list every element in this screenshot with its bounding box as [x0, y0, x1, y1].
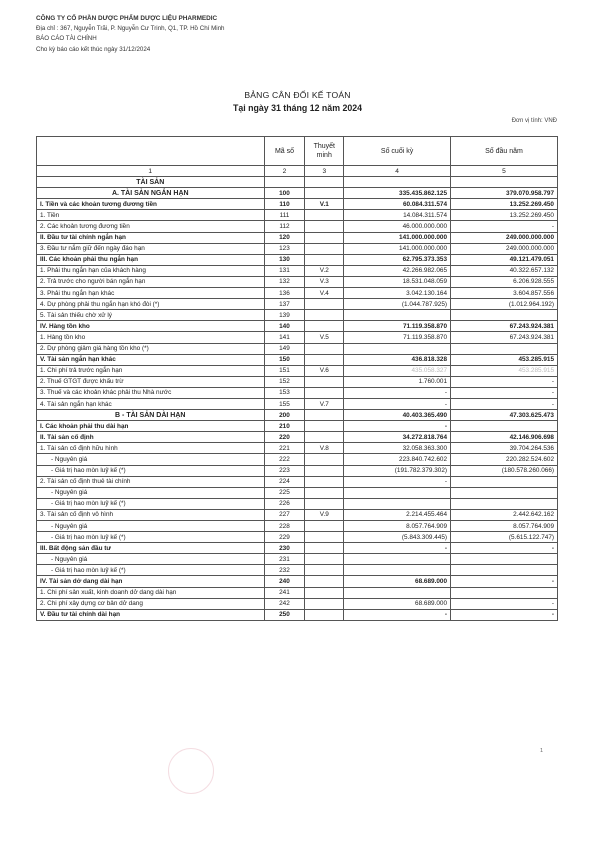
- table-row: [37, 498, 558, 509]
- row-code: 111: [264, 210, 305, 221]
- row-code: 155: [264, 398, 305, 409]
- table-row: [37, 376, 558, 387]
- table-row: [37, 365, 558, 376]
- row-start-balance: [451, 587, 558, 598]
- row-note: [305, 299, 344, 310]
- table-row: [37, 265, 558, 276]
- row-start-balance: 67.243.924.381: [451, 321, 558, 332]
- row-note: V.9: [305, 509, 344, 520]
- row-end-balance: 42.266.982.065: [344, 265, 451, 276]
- row-start-balance: 39.704.264.536: [451, 443, 558, 454]
- row-label: 2. Trả trước cho người bán ngắn hạn: [37, 276, 265, 287]
- row-start-balance: 3.604.857.556: [451, 288, 558, 299]
- row-end-balance: 68.689.000: [344, 576, 451, 587]
- row-start-balance: [451, 565, 558, 576]
- row-code: 226: [264, 498, 305, 509]
- row-start-balance: 40.322.657.132: [451, 265, 558, 276]
- table-row: [37, 177, 558, 188]
- row-code: 210: [264, 421, 305, 432]
- row-end-balance: (191.782.379.302): [344, 465, 451, 476]
- row-end-balance: -: [344, 387, 451, 398]
- table-header-row: [37, 137, 558, 166]
- row-label: 1. Tiền: [37, 210, 265, 221]
- table-row: [37, 343, 558, 354]
- row-label: I. Tiền và các khoản tương đương tiền: [37, 199, 265, 210]
- row-note: [305, 210, 344, 221]
- row-start-balance: 6.206.928.555: [451, 276, 558, 287]
- row-note: [305, 343, 344, 354]
- row-start-balance: 2.442.642.162: [451, 509, 558, 520]
- table-row: [37, 321, 558, 332]
- row-label: - Nguyên giá: [37, 487, 265, 498]
- row-note: [305, 609, 344, 620]
- row-code: 141: [264, 332, 305, 343]
- row-code: 110: [264, 199, 305, 210]
- row-label: V. Tài sản ngắn hạn khác: [37, 354, 265, 365]
- report-period: Cho kỳ báo cáo kết thúc ngày 31/12/2024: [36, 45, 151, 53]
- table-row: [37, 598, 558, 609]
- row-code: 232: [264, 565, 305, 576]
- table-row: [37, 387, 558, 398]
- row-code: 221: [264, 443, 305, 454]
- row-start-balance: -: [451, 398, 558, 409]
- row-end-balance: [344, 487, 451, 498]
- row-end-balance: [344, 343, 451, 354]
- row-end-balance: (5.843.309.445): [344, 532, 451, 543]
- row-code: 241: [264, 587, 305, 598]
- row-label: - Giá trị hao mòn luỹ kế (*): [37, 498, 265, 509]
- row-start-balance: 453.285.915: [451, 365, 558, 376]
- row-note: V.1: [305, 199, 344, 210]
- row-end-balance: 435.058.327: [344, 365, 451, 376]
- table-row: [37, 521, 558, 532]
- row-code: 137: [264, 299, 305, 310]
- row-label: IV. Tài sản dở dang dài hạn: [37, 576, 265, 587]
- row-start-balance: -: [451, 387, 558, 398]
- row-end-balance: -: [344, 398, 451, 409]
- table-body: [37, 177, 558, 621]
- row-start-balance: (180.578.260.066): [451, 465, 558, 476]
- row-start-balance: 42.146.906.698: [451, 432, 558, 443]
- row-end-balance: 223.840.742.602: [344, 454, 451, 465]
- row-code: 227: [264, 509, 305, 520]
- row-start-balance: [451, 498, 558, 509]
- row-label: I. Các khoản phải thu dài hạn: [37, 421, 265, 432]
- row-label: A. TÀI SẢN NGẮN HẠN: [37, 188, 265, 199]
- row-label: 2. Thuế GTGT được khấu trừ: [37, 376, 265, 387]
- table-row: [37, 465, 558, 476]
- row-label: - Nguyên giá: [37, 554, 265, 565]
- row-note: [305, 543, 344, 554]
- row-note: [305, 354, 344, 365]
- row-note: [305, 177, 344, 188]
- table-row: [37, 354, 558, 365]
- document-title: BẢNG CÂN ĐỐI KẾ TOÁN: [244, 90, 351, 100]
- row-code: 150: [264, 354, 305, 365]
- row-end-balance: 32.058.363.300: [344, 443, 451, 454]
- row-code: 140: [264, 321, 305, 332]
- row-end-balance: 34.272.818.764: [344, 432, 451, 443]
- row-note: [305, 465, 344, 476]
- row-end-balance: 3.042.130.164: [344, 288, 451, 299]
- table-row: [37, 432, 558, 443]
- report-type: BÁO CÁO TÀI CHÍNH: [36, 35, 97, 43]
- row-end-balance: 46.000.000.000: [344, 221, 451, 232]
- currency-unit: Đơn vị tính: VNĐ: [511, 118, 557, 124]
- row-note: [305, 310, 344, 321]
- row-code: 100: [264, 188, 305, 199]
- row-code: 224: [264, 476, 305, 487]
- table-row: [37, 532, 558, 543]
- row-start-balance: 8.057.764.909: [451, 521, 558, 532]
- row-label: 2. Các khoản tương đương tiền: [37, 221, 265, 232]
- table-row: [37, 565, 558, 576]
- row-label: II. Tài sản cố định: [37, 432, 265, 443]
- row-start-balance: -: [451, 221, 558, 232]
- row-note: [305, 321, 344, 332]
- table-row: [37, 254, 558, 265]
- row-note: V.3: [305, 276, 344, 287]
- row-start-balance: 249.000.000.000: [451, 232, 558, 243]
- table-row: [37, 543, 558, 554]
- row-label: 2. Chi phí xây dựng cơ bản dở dang: [37, 598, 265, 609]
- row-label: - Nguyên giá: [37, 454, 265, 465]
- row-note: V.2: [305, 265, 344, 276]
- row-label: 4. Tài sản ngắn hạn khác: [37, 398, 265, 409]
- row-label: 4. Dự phòng phải thu ngắn hạn khó đòi (*): [37, 299, 265, 310]
- row-code: 223: [264, 465, 305, 476]
- row-label: 2. Tài sản cố định thuê tài chính: [37, 476, 265, 487]
- table-row: [37, 410, 558, 421]
- stamp-seal: [168, 748, 214, 794]
- row-label: - Nguyên giá: [37, 521, 265, 532]
- table-row: [37, 587, 558, 598]
- row-code: [264, 177, 305, 188]
- row-note: V.7: [305, 398, 344, 409]
- row-code: 136: [264, 288, 305, 299]
- row-label: - Giá trị hao mòn luỹ kế (*): [37, 565, 265, 576]
- row-note: [305, 532, 344, 543]
- header-end-balance: Số cuối kỳ: [344, 137, 451, 166]
- row-note: [305, 432, 344, 443]
- row-note: [305, 565, 344, 576]
- header-code: Mã số: [264, 137, 305, 166]
- row-label: III. Các khoản phải thu ngắn hạn: [37, 254, 265, 265]
- row-end-balance: [344, 565, 451, 576]
- row-code: 151: [264, 365, 305, 376]
- row-start-balance: -: [451, 543, 558, 554]
- row-start-balance: [451, 310, 558, 321]
- row-label: - Giá trị hao mòn luỹ kế (*): [37, 532, 265, 543]
- row-note: [305, 387, 344, 398]
- row-start-balance: [451, 421, 558, 432]
- row-note: V.8: [305, 443, 344, 454]
- row-start-balance: -: [451, 576, 558, 587]
- row-end-balance: 68.689.000: [344, 598, 451, 609]
- row-label: B - TÀI SẢN DÀI HẠN: [37, 410, 265, 421]
- table-row: [37, 332, 558, 343]
- table-row: [37, 299, 558, 310]
- row-start-balance: -: [451, 376, 558, 387]
- row-label: 3. Thuế và các khoản khác phải thu Nhà nước: [37, 387, 265, 398]
- row-note: V.6: [305, 365, 344, 376]
- row-end-balance: 1.760.001: [344, 376, 451, 387]
- row-code: 153: [264, 387, 305, 398]
- row-start-balance: [451, 343, 558, 354]
- table-row: [37, 188, 558, 199]
- row-end-balance: [344, 587, 451, 598]
- company-address: Địa chỉ : 367, Nguyễn Trãi, P. Nguyễn Cư Trinh, Q1, TP. Hồ Chí Minh: [36, 25, 225, 33]
- table-row: [37, 276, 558, 287]
- row-note: [305, 598, 344, 609]
- row-start-balance: (1.012.964.192): [451, 299, 558, 310]
- row-note: [305, 410, 344, 421]
- row-label: 3. Đầu tư nắm giữ đến ngày đáo hạn: [37, 243, 265, 254]
- col-index-5: 5: [451, 166, 558, 177]
- table-row: [37, 509, 558, 520]
- row-note: [305, 188, 344, 199]
- row-code: 139: [264, 310, 305, 321]
- row-start-balance: 379.070.958.797: [451, 188, 558, 199]
- document-header: [36, 14, 224, 55]
- row-end-balance: 141.000.000.000: [344, 232, 451, 243]
- table-row: [37, 232, 558, 243]
- header-start-balance: Số đầu năm: [451, 137, 558, 166]
- row-code: 152: [264, 376, 305, 387]
- row-end-balance: 71.119.358.870: [344, 332, 451, 343]
- row-label: 3. Tài sản cố định vô hình: [37, 509, 265, 520]
- table-row: [37, 421, 558, 432]
- row-end-balance: 141.000.000.000: [344, 243, 451, 254]
- row-note: [305, 487, 344, 498]
- row-end-balance: 71.119.358.870: [344, 321, 451, 332]
- row-start-balance: 13.252.269.450: [451, 210, 558, 221]
- row-end-balance: 436.818.328: [344, 354, 451, 365]
- table-row: [37, 199, 558, 210]
- row-end-balance: 335.435.862.125: [344, 188, 451, 199]
- row-note: [305, 498, 344, 509]
- table-row: [37, 288, 558, 299]
- row-code: 130: [264, 254, 305, 265]
- row-start-balance: (5.615.122.747): [451, 532, 558, 543]
- row-end-balance: -: [344, 421, 451, 432]
- company-name: CÔNG TY CỔ PHẦN DƯỢC PHẨM DƯỢC LIỆU PHARMEDIC: [36, 15, 218, 22]
- row-start-balance: 67.243.924.381: [451, 332, 558, 343]
- table-row: [37, 554, 558, 565]
- row-note: V.4: [305, 288, 344, 299]
- row-code: 149: [264, 343, 305, 354]
- row-label: IV. Hàng tồn kho: [37, 321, 265, 332]
- row-end-balance: 62.795.373.353: [344, 254, 451, 265]
- row-label: II. Đầu tư tài chính ngắn hạn: [37, 232, 265, 243]
- row-start-balance: -: [451, 609, 558, 620]
- table-row: [37, 210, 558, 221]
- row-label: - Giá trị hao mòn luỹ kế (*): [37, 465, 265, 476]
- row-code: 132: [264, 276, 305, 287]
- col-index-2: 2: [264, 166, 305, 177]
- row-start-balance: [451, 554, 558, 565]
- row-end-balance: [344, 554, 451, 565]
- row-code: 231: [264, 554, 305, 565]
- row-label: 1. Tài sản cố định hữu hình: [37, 443, 265, 454]
- row-label: TÀI SẢN: [37, 177, 265, 188]
- row-start-balance: [451, 177, 558, 188]
- table-row: [37, 454, 558, 465]
- row-code: 240: [264, 576, 305, 587]
- row-label: 1. Chi phí sản xuất, kinh doanh dở dang dài hạn: [37, 587, 265, 598]
- row-start-balance: -: [451, 598, 558, 609]
- table-row: [37, 221, 558, 232]
- row-end-balance: -: [344, 609, 451, 620]
- row-code: 228: [264, 521, 305, 532]
- row-end-balance: -: [344, 543, 451, 554]
- table-row: [37, 443, 558, 454]
- row-end-balance: [344, 177, 451, 188]
- row-code: 131: [264, 265, 305, 276]
- row-start-balance: 49.121.479.051: [451, 254, 558, 265]
- row-code: 123: [264, 243, 305, 254]
- row-note: [305, 554, 344, 565]
- row-note: [305, 454, 344, 465]
- row-note: [305, 232, 344, 243]
- row-end-balance: 2.214.455.464: [344, 509, 451, 520]
- row-code: 200: [264, 410, 305, 421]
- row-label: III. Bất động sản đầu tư: [37, 543, 265, 554]
- row-note: [305, 221, 344, 232]
- col-index-3: 3: [305, 166, 344, 177]
- row-code: 242: [264, 598, 305, 609]
- row-note: [305, 421, 344, 432]
- table-row: [37, 609, 558, 620]
- row-label: V. Đầu tư tài chính dài hạn: [37, 609, 265, 620]
- row-start-balance: 249.000.000.000: [451, 243, 558, 254]
- table-row: [37, 243, 558, 254]
- row-code: 225: [264, 487, 305, 498]
- row-end-balance: 8.057.764.909: [344, 521, 451, 532]
- row-start-balance: 453.285.915: [451, 354, 558, 365]
- table-row: [37, 476, 558, 487]
- row-label: 5. Tài sản thiếu chờ xử lý: [37, 310, 265, 321]
- row-code: 112: [264, 221, 305, 232]
- header-item: [37, 137, 265, 166]
- row-code: 250: [264, 609, 305, 620]
- table-row: [37, 310, 558, 321]
- row-start-balance: [451, 487, 558, 498]
- row-code: 120: [264, 232, 305, 243]
- table-row: [37, 398, 558, 409]
- row-start-balance: [451, 476, 558, 487]
- column-index-row: [37, 166, 558, 177]
- row-start-balance: 47.303.625.473: [451, 410, 558, 421]
- row-code: 220: [264, 432, 305, 443]
- row-end-balance: 40.403.365.490: [344, 410, 451, 421]
- row-code: 230: [264, 543, 305, 554]
- row-end-balance: (1.044.787.925): [344, 299, 451, 310]
- row-note: [305, 254, 344, 265]
- row-note: [305, 587, 344, 598]
- row-label: 1. Hàng tồn kho: [37, 332, 265, 343]
- row-label: 1. Phải thu ngắn hạn của khách hàng: [37, 265, 265, 276]
- col-index-4: 4: [344, 166, 451, 177]
- row-label: 2. Dự phòng giảm giá hàng tồn kho (*): [37, 343, 265, 354]
- row-label: 3. Phải thu ngắn hạn khác: [37, 288, 265, 299]
- row-end-balance: [344, 498, 451, 509]
- row-note: [305, 521, 344, 532]
- row-end-balance: 14.084.311.574: [344, 210, 451, 221]
- table-row: [37, 487, 558, 498]
- row-end-balance: [344, 310, 451, 321]
- balance-sheet-table: [36, 136, 558, 621]
- page-number: 1: [539, 748, 543, 754]
- row-end-balance: 18.531.048.059: [344, 276, 451, 287]
- row-code: 229: [264, 532, 305, 543]
- row-note: [305, 376, 344, 387]
- row-label: 1. Chi phí trả trước ngắn hạn: [37, 365, 265, 376]
- document-subtitle: Tại ngày 31 tháng 12 năm 2024: [232, 103, 363, 113]
- header-note: Thuyết minh: [305, 137, 344, 166]
- row-end-balance: 60.084.311.574: [344, 199, 451, 210]
- row-code: 222: [264, 454, 305, 465]
- row-start-balance: 220.282.524.602: [451, 454, 558, 465]
- row-note: [305, 243, 344, 254]
- row-note: [305, 476, 344, 487]
- row-note: V.5: [305, 332, 344, 343]
- table-row: [37, 576, 558, 587]
- row-note: [305, 576, 344, 587]
- row-end-balance: -: [344, 476, 451, 487]
- row-start-balance: 13.252.269.450: [451, 199, 558, 210]
- col-index-1: 1: [37, 166, 265, 177]
